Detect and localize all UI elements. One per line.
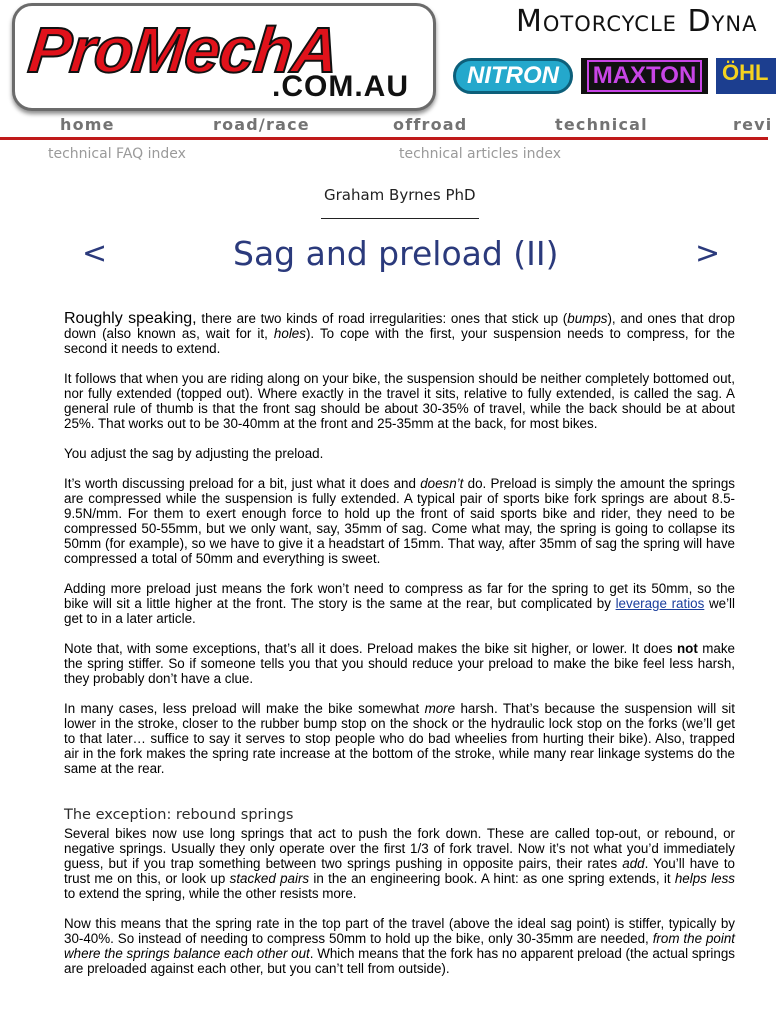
paragraph-preload [64, 476, 735, 566]
nav-divider [0, 137, 768, 140]
emphasis-holes: holes [273, 326, 306, 341]
emphasis-balance-point: from the point where the springs balance each other out [64, 931, 736, 961]
main-nav [0, 113, 773, 137]
emphasis-helps-less: helps less [674, 871, 735, 886]
text-run: Adding more preload just means the fork won’t need to compress as far for the spring to get its 50mm, so the bike will sit a little higher at the front. The story is the same at the rear, but complicated by [64, 581, 735, 611]
text-run: to extend the spring, while the other resists more. [64, 886, 357, 901]
text-run: ), and ones that drop down (also known as, wait for it, [64, 311, 736, 341]
strong-not: not [677, 641, 698, 656]
byline-underline [321, 218, 479, 219]
text-run: . Which means that the fork has no apparent preload (the actual springs are preloaded against each other, but you can’t tell from outside). [64, 946, 735, 976]
nav-technical[interactable]: technical [555, 115, 648, 134]
emphasis-bumps: bumps [567, 311, 608, 326]
nav-offroad[interactable]: offroad [393, 115, 468, 134]
logo-wordmark: ProMechA [25, 14, 342, 86]
text-run: Now this means that the spring rate in the top part of the travel (above the ideal sag point) is stiffer, typically by 30-40%. So instead of needing to compress 50mm to hold up the bike, only 30-35mm are needed, [64, 916, 735, 946]
article-title: Sag and preload (II) [233, 234, 559, 273]
paragraph-exceptions [64, 641, 735, 686]
emphasis-add: add [622, 856, 645, 871]
text-run: do. Preload is simply the amount the springs are compressed while the suspension is fully extended. A typical pair of sports bike fork springs are about 8.5-9.5N/mm. For them to exert enough force to hold up the front of said sports bike and rider, they need to be compressed 50-55mm, but we only want, say, 35mm of sag. Come what may, the spring is going to collapse its 50mm (for example), so we have to give it a headstart of 15mm. That way, after 35mm of sag the spring will have compressed a total of 50mm and everything is sweet. [64, 476, 735, 566]
paragraph-sag: It follows that when you are riding along on your bike, the suspension should be neither completely bottomed out, nor fully extended (topped out). Where exactly in the travel it sits, relative to fully extended, is called the sag. A general rule of thumb is that the front sag should be about 30-35% of travel, while the back should be at about 25%. That works out to be 30-40mm at the front and 25-35mm at the back, for most bikes. [64, 371, 735, 431]
maxton-badge-label: MAXTON [587, 60, 703, 92]
paragraph-adjust: You adjust the sag by adjusting the preload. [64, 446, 324, 461]
paragraph-more-preload [64, 581, 735, 626]
text-run: . You’ll have to trust me on this, or look up [64, 856, 735, 886]
text-run: we’ll get to in a later article. [64, 596, 735, 626]
nav-reviews[interactable]: revi [733, 115, 773, 134]
text-run: harsh. That’s because the suspension will sit lower in the stroke, closer to the rubber bump stop on the shock or the hydraulic lock stop on the forks (we’ll get to that later… suffice to say it serves to stop people who do bad wheelies from hurting their bike). Also, trapped air in the fork makes the spring rate increase at the bottom of the stroke, while many rear linkage systems do the same at the rear. [64, 701, 735, 776]
technical-articles-index-link[interactable]: technical articles index [399, 146, 562, 162]
paragraph-rebound [64, 826, 735, 901]
text-run: ). To cope with the first, your suspension needs to compress, for the second it needs to extend. [64, 326, 735, 356]
next-article-arrow[interactable]: > [695, 236, 721, 271]
text-run: In many cases, less preload will make the bike somewhat [64, 701, 425, 716]
text-run: in the an engineering book. A hint: as one spring extends, it [309, 871, 675, 886]
site-title: Motorcycle Dyna [516, 4, 758, 39]
emphasis-doesnt: doesn’t [420, 476, 464, 491]
emphasis-more: more [424, 701, 456, 716]
promecha-logo[interactable] [12, 3, 436, 111]
logo-domain: .COM.AU [272, 70, 409, 103]
paragraph-intro [64, 311, 735, 356]
nav-road-race[interactable]: road/race [213, 115, 310, 134]
ohlins-badge[interactable]: ÖHL [716, 58, 776, 94]
text-run: there are two kinds of road irregularities: ones that stick up ( [196, 311, 568, 326]
text-run: Note that, with some exceptions, that’s all it does. Preload makes the bike sit higher, or lower. It does [64, 641, 677, 656]
lead-in-text: Roughly speaking, [64, 310, 197, 327]
emphasis-stacked-pairs: stacked pairs [229, 871, 310, 886]
leverage-ratios-link[interactable]: leverage ratios [615, 596, 705, 611]
author-byline: Graham Byrnes PhD [324, 186, 476, 204]
technical-faq-index-link[interactable]: technical FAQ index [48, 146, 186, 162]
article-body [64, 311, 735, 991]
text-run: Several bikes now use long springs that act to push the fork down. These are called top-out, or rebound, or negative springs. Usually they only operate over the first 1/3 of fork travel. Now it’s not what you’d immediately guess, but if you trap something between two springs pushing in opposite pairs, their rates [64, 826, 735, 871]
section-heading-rebound-springs: The exception: rebound springs [64, 807, 294, 823]
nitron-badge[interactable]: NITRON [453, 58, 573, 94]
text-run: It’s worth discussing preload for a bit, just what it does and [64, 476, 421, 491]
nav-home[interactable]: home [60, 115, 115, 134]
text-run: make the spring stiffer. So if someone tells you that you should reduce your preload to make the bike feel less harsh, they probably don’t have a clue. [64, 641, 735, 686]
paragraph-harsh [64, 701, 735, 776]
paragraph-spring-rate [64, 916, 735, 976]
previous-article-arrow[interactable]: < [82, 236, 108, 271]
maxton-badge[interactable] [581, 58, 708, 94]
